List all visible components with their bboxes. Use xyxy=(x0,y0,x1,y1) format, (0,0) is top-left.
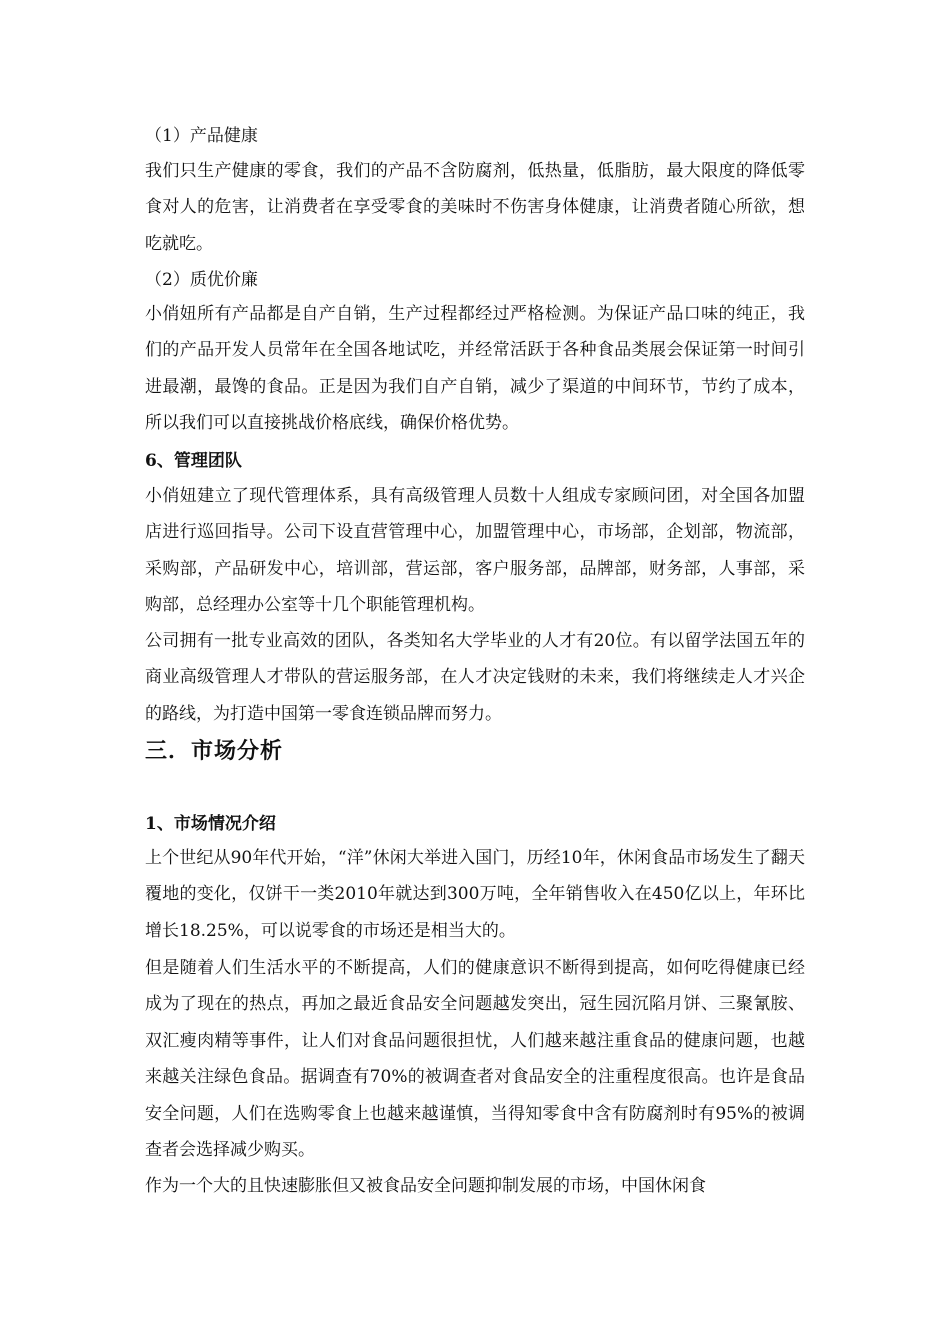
heading-market-intro: 1、市场情况介绍 xyxy=(145,814,276,834)
paragraph-management-system: 小俏妞建立了现代管理体系，具有高级管理人员数十人组成专家顾问团，对全国各加盟店进行巡回指导。公司下设直营管理中心，加盟管理中心，市场部，企划部，物流部，采购部，产品研发中心，培训部，营运部，客户服务部，品牌部，财务部，人事部，采购部，总经理办公室等十几个职能管理机构。 xyxy=(145,486,805,616)
heading-management-team: 6、管理团队 xyxy=(145,451,242,471)
paragraph-quality-price: 小俏妞所有产品都是自产自销，生产过程都经过严格检测。为保证产品口味的纯正，我们的产品开发人员常年在全国各地试吃，并经常活跃于各种食品类展会保证第一时间引进最潮，最馋的食品。正是因为我们自产自销，减少了渠道的中间环节，节约了成本，所以我们可以直接挑战价格底线，确保价格优势。 xyxy=(145,304,805,434)
paragraph-market-outlook: 作为一个大的且快速膨胀但又被食品安全问题抑制发展的市场，中国休闲食 xyxy=(145,1176,706,1196)
paragraph-market-history: 上个世纪从90年代开始，“洋”休闲大举进入国门，历经10年，休闲食品市场发生了翻天覆地的变化，仅饼干一类2010年就达到300万吨，全年销售收入在450亿以上，年环比增长18.25%，可以说零食的市场还是相当大的。 xyxy=(145,848,805,941)
chapter-title-market-analysis: 三．市场分析 xyxy=(145,738,284,764)
heading-product-health: （1）产品健康 xyxy=(145,126,258,146)
paragraph-team-talent: 公司拥有一批专业高效的团队，各类知名大学毕业的人才有20位。有以留学法国五年的商业高级管理人才带队的营运服务部，在人才决定钱财的未来，我们将继续走人才兴企的路线，为打造中国第一零食连锁品牌而努力。 xyxy=(145,631,805,724)
paragraph-market-health-concern: 但是随着人们生活水平的不断提高，人们的健康意识不断得到提高，如何吃得健康已经成为了现在的热点，再加之最近食品安全问题越发突出，冠生园沉陷月饼、三聚氰胺、双汇瘦肉精等事件，让人们对食品问题很担忧，人们越来越注重食品的健康问题，也越来越关注绿色食品。据调查有70%的被调查者对食品安全的注重程度很高。也许是食品安全问题，人们在选购零食上也越来越谨慎，当得知零食中含有防腐剂时有95%的被调查者会选择减少购买。 xyxy=(145,958,805,1161)
heading-quality-price: （2）质优价廉 xyxy=(145,270,258,290)
paragraph-product-health: 我们只生产健康的零食，我们的产品不含防腐剂，低热量，低脂肪，最大限度的降低零食对人的危害，让消费者在享受零食的美味时不伤害身体健康，让消费者随心所欲，想吃就吃。 xyxy=(145,161,805,254)
